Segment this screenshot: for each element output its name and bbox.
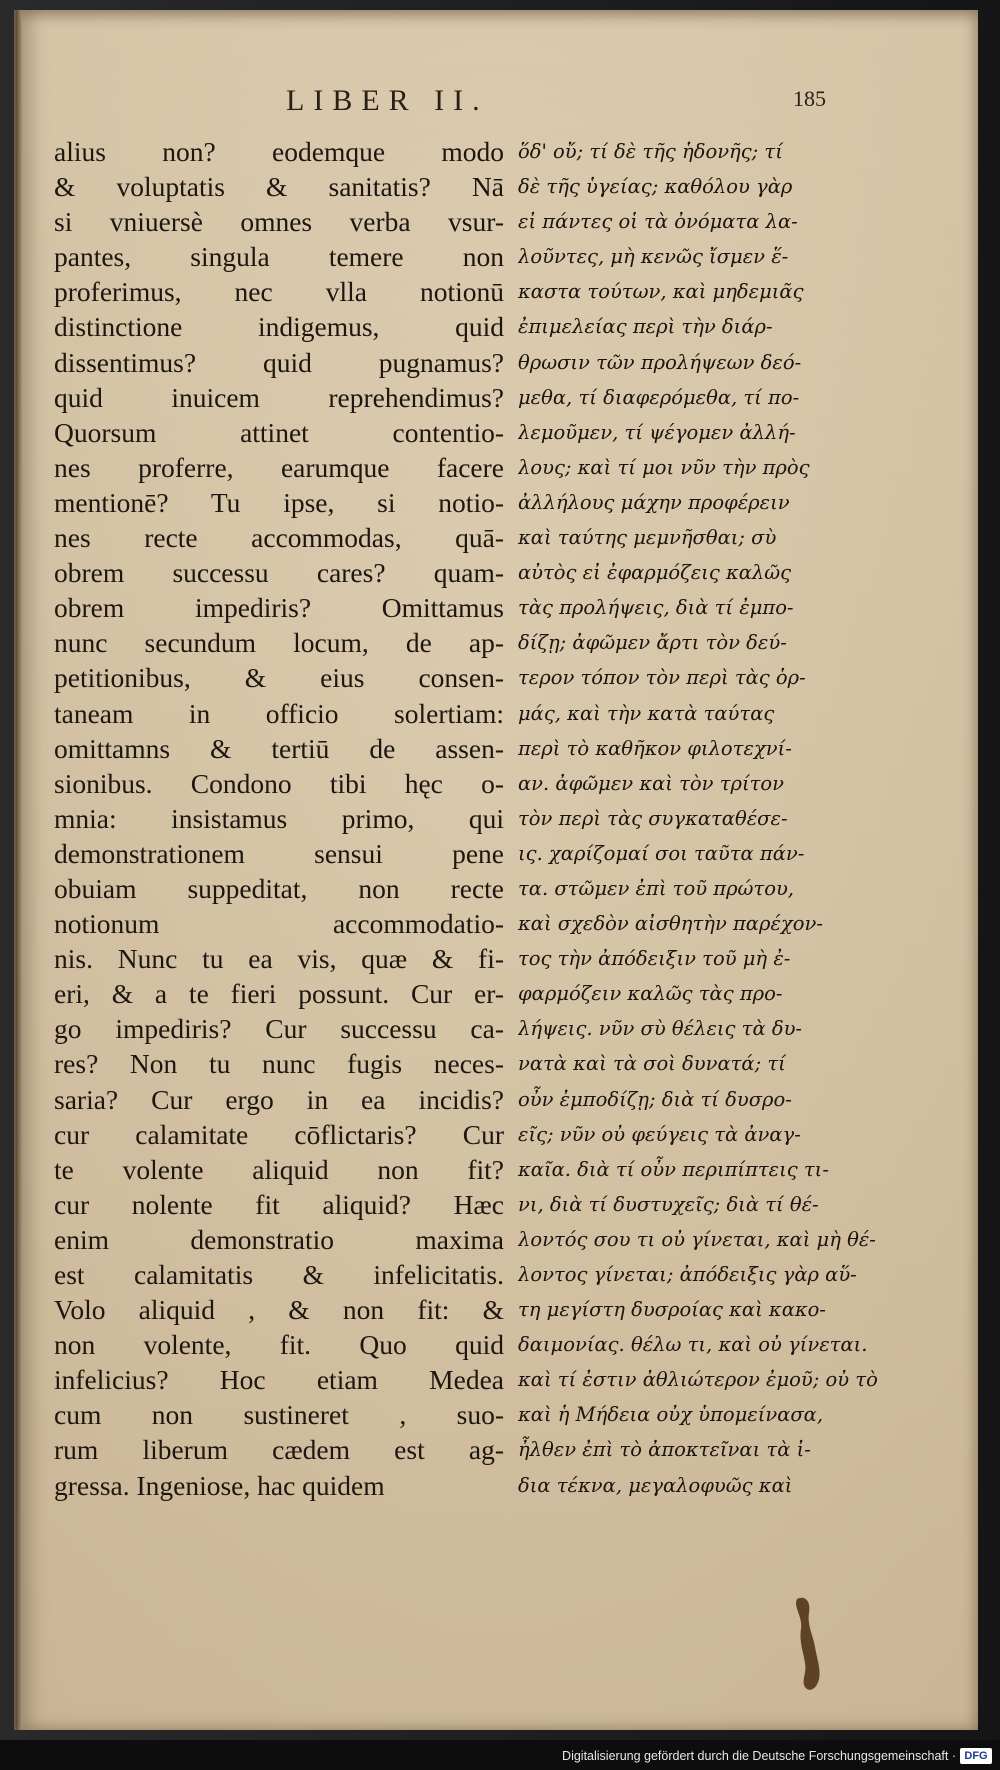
latin-text-line: notionum accommodatio- bbox=[54, 908, 504, 940]
latin-text-line: omittamns & tertiū de assen- bbox=[54, 732, 504, 764]
greek-text-line: δια τέκνα, μεγαλοφυῶς καὶ bbox=[518, 1473, 793, 1497]
greek-text-line: καῖα. διὰ τί οὖν περιπίπτεις τι- bbox=[518, 1157, 829, 1181]
greek-text-line: νι, διὰ τί δυστυχεῖς; διὰ τί θέ- bbox=[518, 1192, 819, 1216]
latin-text-line: non volente, fit. Quo quid bbox=[54, 1329, 504, 1361]
latin-text-line: Quorsum attinet contentio- bbox=[54, 416, 504, 448]
greek-text-line: μάς, καὶ τὴν κατὰ ταύτας bbox=[518, 701, 775, 725]
page-number: 185 bbox=[793, 86, 826, 111]
latin-text-line: taneam in officio solertiam: bbox=[54, 697, 504, 729]
latin-text-line: nes proferre, earumque facere bbox=[54, 451, 504, 483]
greek-text-column bbox=[518, 134, 888, 1503]
latin-text-line: rum liberum cædem est ag- bbox=[54, 1434, 504, 1466]
greek-text-line: περὶ τὸ καθῆκον φιλοτεχνί- bbox=[518, 736, 792, 760]
greek-text-line: δὲ τῆς ὑγείας; καθόλου γὰρ bbox=[518, 175, 793, 199]
latin-text-line: enim demonstratio maxima bbox=[54, 1223, 504, 1255]
greek-text-line: τα. στῶμεν ἐπὶ τοῦ πρώτου, bbox=[518, 876, 795, 900]
latin-text-line: mentionē? Tu ipse, si notio- bbox=[54, 486, 504, 518]
latin-text-line: infelicius? Hoc etiam Medea bbox=[54, 1364, 504, 1396]
greek-text-line: τὸν περὶ τὰς συγκαταθέσε- bbox=[518, 806, 788, 830]
page-binding-edge bbox=[16, 10, 22, 1730]
greek-text-line: λοῦντες, μὴ κενῶς ἴσμεν ἕ- bbox=[518, 245, 789, 269]
greek-text-line: ἀλλήλους μάχην προφέρειν bbox=[518, 490, 790, 514]
latin-text-line: si vniuersè omnes verba vsur- bbox=[54, 206, 504, 238]
greek-text-line: τος τὴν ἀπόδειξιν τοῦ μὴ ἐ- bbox=[518, 947, 791, 971]
latin-text-line: nunc secundum locum, de ap- bbox=[54, 627, 504, 659]
greek-text-line: καὶ σχεδὸν αἰσθητὴν παρέχον- bbox=[518, 912, 823, 936]
greek-text-line: αὐτὸς εἰ ἐφαρμόζεις καλῶς bbox=[518, 561, 792, 585]
running-title: LIBER II. bbox=[286, 84, 489, 117]
greek-text-line: νατὰ καὶ τὰ σοὶ δυνατά; τί bbox=[518, 1052, 786, 1076]
greek-text-line: καὶ ἡ Μήδεια οὐχ ὑπομείνασα, bbox=[518, 1403, 824, 1427]
greek-text-line: οὖν ἐμποδίζῃ; διὰ τί δυσρο- bbox=[518, 1087, 792, 1111]
latin-text-line: Volo aliquid , & non fit: & bbox=[54, 1294, 504, 1326]
latin-text-line: cur nolente fit aliquid? Hæc bbox=[54, 1188, 504, 1220]
latin-text-column bbox=[54, 134, 504, 1503]
latin-text-line: & voluptatis & sanitatis? Nā bbox=[54, 171, 504, 203]
page-header bbox=[286, 84, 826, 124]
latin-text-line: saria? Cur ergo in ea incidis? bbox=[54, 1083, 504, 1115]
latin-text-line: eri, & a te fieri possunt. Cur er- bbox=[54, 978, 504, 1010]
latin-text-line: te volente aliquid non fit? bbox=[54, 1153, 504, 1185]
greek-text-line: μεθα, τί διαφερόμεθα, τί πο- bbox=[518, 385, 800, 409]
greek-text-line: φαρμόζειν καλῶς τὰς προ- bbox=[518, 982, 783, 1006]
greek-text-line: εἰ πάντες οἱ τὰ ὀνόματα λα- bbox=[518, 210, 798, 234]
latin-text-line: demonstrationem sensui pene bbox=[54, 837, 504, 869]
latin-text-line: distinctione indigemus, quid bbox=[54, 311, 504, 343]
greek-text-line: λοντός σου τι οὐ γίνεται, καὶ μὴ θέ- bbox=[518, 1227, 876, 1251]
greek-text-line: αν. ἀφῶμεν καὶ τὸν τρίτον bbox=[518, 771, 784, 795]
latin-text-line: nes recte accommodas, quā- bbox=[54, 522, 504, 554]
latin-text-line: cum non sustineret , suo- bbox=[54, 1399, 504, 1431]
latin-text-line: obrem impediris? Omittamus bbox=[54, 592, 504, 624]
latin-text-line: pantes, singula temere non bbox=[54, 241, 504, 273]
greek-text-line: εῖς; νῦν οὐ φεύγεις τὰ ἀναγ- bbox=[518, 1122, 801, 1146]
latin-text-line: cur calamitate cōflictaris? Cur bbox=[54, 1118, 504, 1150]
latin-text-line: mnia: insistamus primo, qui bbox=[54, 802, 504, 834]
greek-text-line: καὶ ταύτης μεμνῆσθαι; σὺ bbox=[518, 526, 777, 550]
greek-text-line: δαιμονίας. θέλω τι, καὶ οὐ γίνεται. bbox=[518, 1333, 868, 1357]
latin-text-line: obrem successu cares? quam- bbox=[54, 557, 504, 589]
greek-text-line: ὅδ' οὔ; τί δὲ τῆς ἡδονῆς; τί bbox=[518, 140, 783, 163]
dfg-logo: DFG bbox=[960, 1748, 992, 1764]
latin-text-line: gressa. Ingeniose, hac quidem bbox=[54, 1469, 385, 1501]
greek-text-line: τὰς προλήψεις, διὰ τί ἐμπο- bbox=[518, 596, 794, 620]
latin-text-line: proferimus, nec vlla notionū bbox=[54, 276, 504, 308]
greek-text-line: θρωσιν τῶν προλήψεων δεό- bbox=[518, 350, 802, 374]
greek-text-line: τη μεγίστη δυσροίας καὶ κακο- bbox=[518, 1298, 827, 1322]
funding-credit: Digitalisierung gefördert durch die Deutsche Forschungsgemeinschaft · bbox=[562, 1749, 956, 1763]
latin-text-line: petitionibus, & eius consen- bbox=[54, 662, 504, 694]
greek-text-line: καὶ τί ἐστιν ἀθλιώτερον ἐμοῦ; οὐ τὸ bbox=[518, 1368, 878, 1392]
latin-text-line: nis. Nunc tu ea vis, quæ & fi- bbox=[54, 943, 504, 975]
greek-text-line: καστα τούτων, καὶ μηδεμιᾶς bbox=[518, 280, 804, 304]
greek-text-line: ἐπιμελείας περὶ τὴν διάρ- bbox=[518, 315, 773, 339]
latin-text-line: alius non? eodemque modo bbox=[54, 136, 504, 167]
greek-text-line: λους; καὶ τί μοι νῦν τὴν πρὸς bbox=[518, 455, 810, 479]
greek-text-line: λοντος γίνεται; ἀπόδειξις γὰρ αὕ- bbox=[518, 1263, 857, 1286]
greek-text-line: ἦλθεν ἐπὶ τὸ ἀποκτεῖναι τὰ ἰ- bbox=[518, 1438, 811, 1462]
greek-text-line: δίζῃ; ἀφῶμεν ἄρτι τὸν δεύ- bbox=[518, 631, 787, 655]
latin-text-line: est calamitatis & infelicitatis. bbox=[54, 1259, 504, 1290]
greek-text-line: τερον τόπον τὸν περὶ τὰς ὁρ- bbox=[518, 666, 806, 690]
footer-bar bbox=[0, 1740, 1000, 1770]
greek-text-line: λεμοῦμεν, τί ψέγομεν ἀλλή- bbox=[518, 420, 796, 444]
greek-text-line: λήψεις. νῦν σὺ θέλεις τὰ δυ- bbox=[518, 1017, 803, 1041]
paper-stain bbox=[791, 1595, 827, 1695]
latin-text-line: go impediris? Cur successu ca- bbox=[54, 1013, 504, 1045]
latin-text-line: sionibus. Condono tibi hęc o- bbox=[54, 767, 504, 799]
latin-text-line: obuiam suppeditat, non recte bbox=[54, 872, 504, 904]
latin-text-line: res? Non tu nunc fugis neces- bbox=[54, 1048, 504, 1080]
latin-text-line: quid inuicem reprehendimus? bbox=[54, 381, 504, 413]
greek-text-line: ις. χαρίζομαί σοι ταῦτα πάν- bbox=[518, 841, 805, 865]
book-page bbox=[14, 10, 978, 1730]
latin-text-line: dissentimus? quid pugnamus? bbox=[54, 346, 504, 378]
